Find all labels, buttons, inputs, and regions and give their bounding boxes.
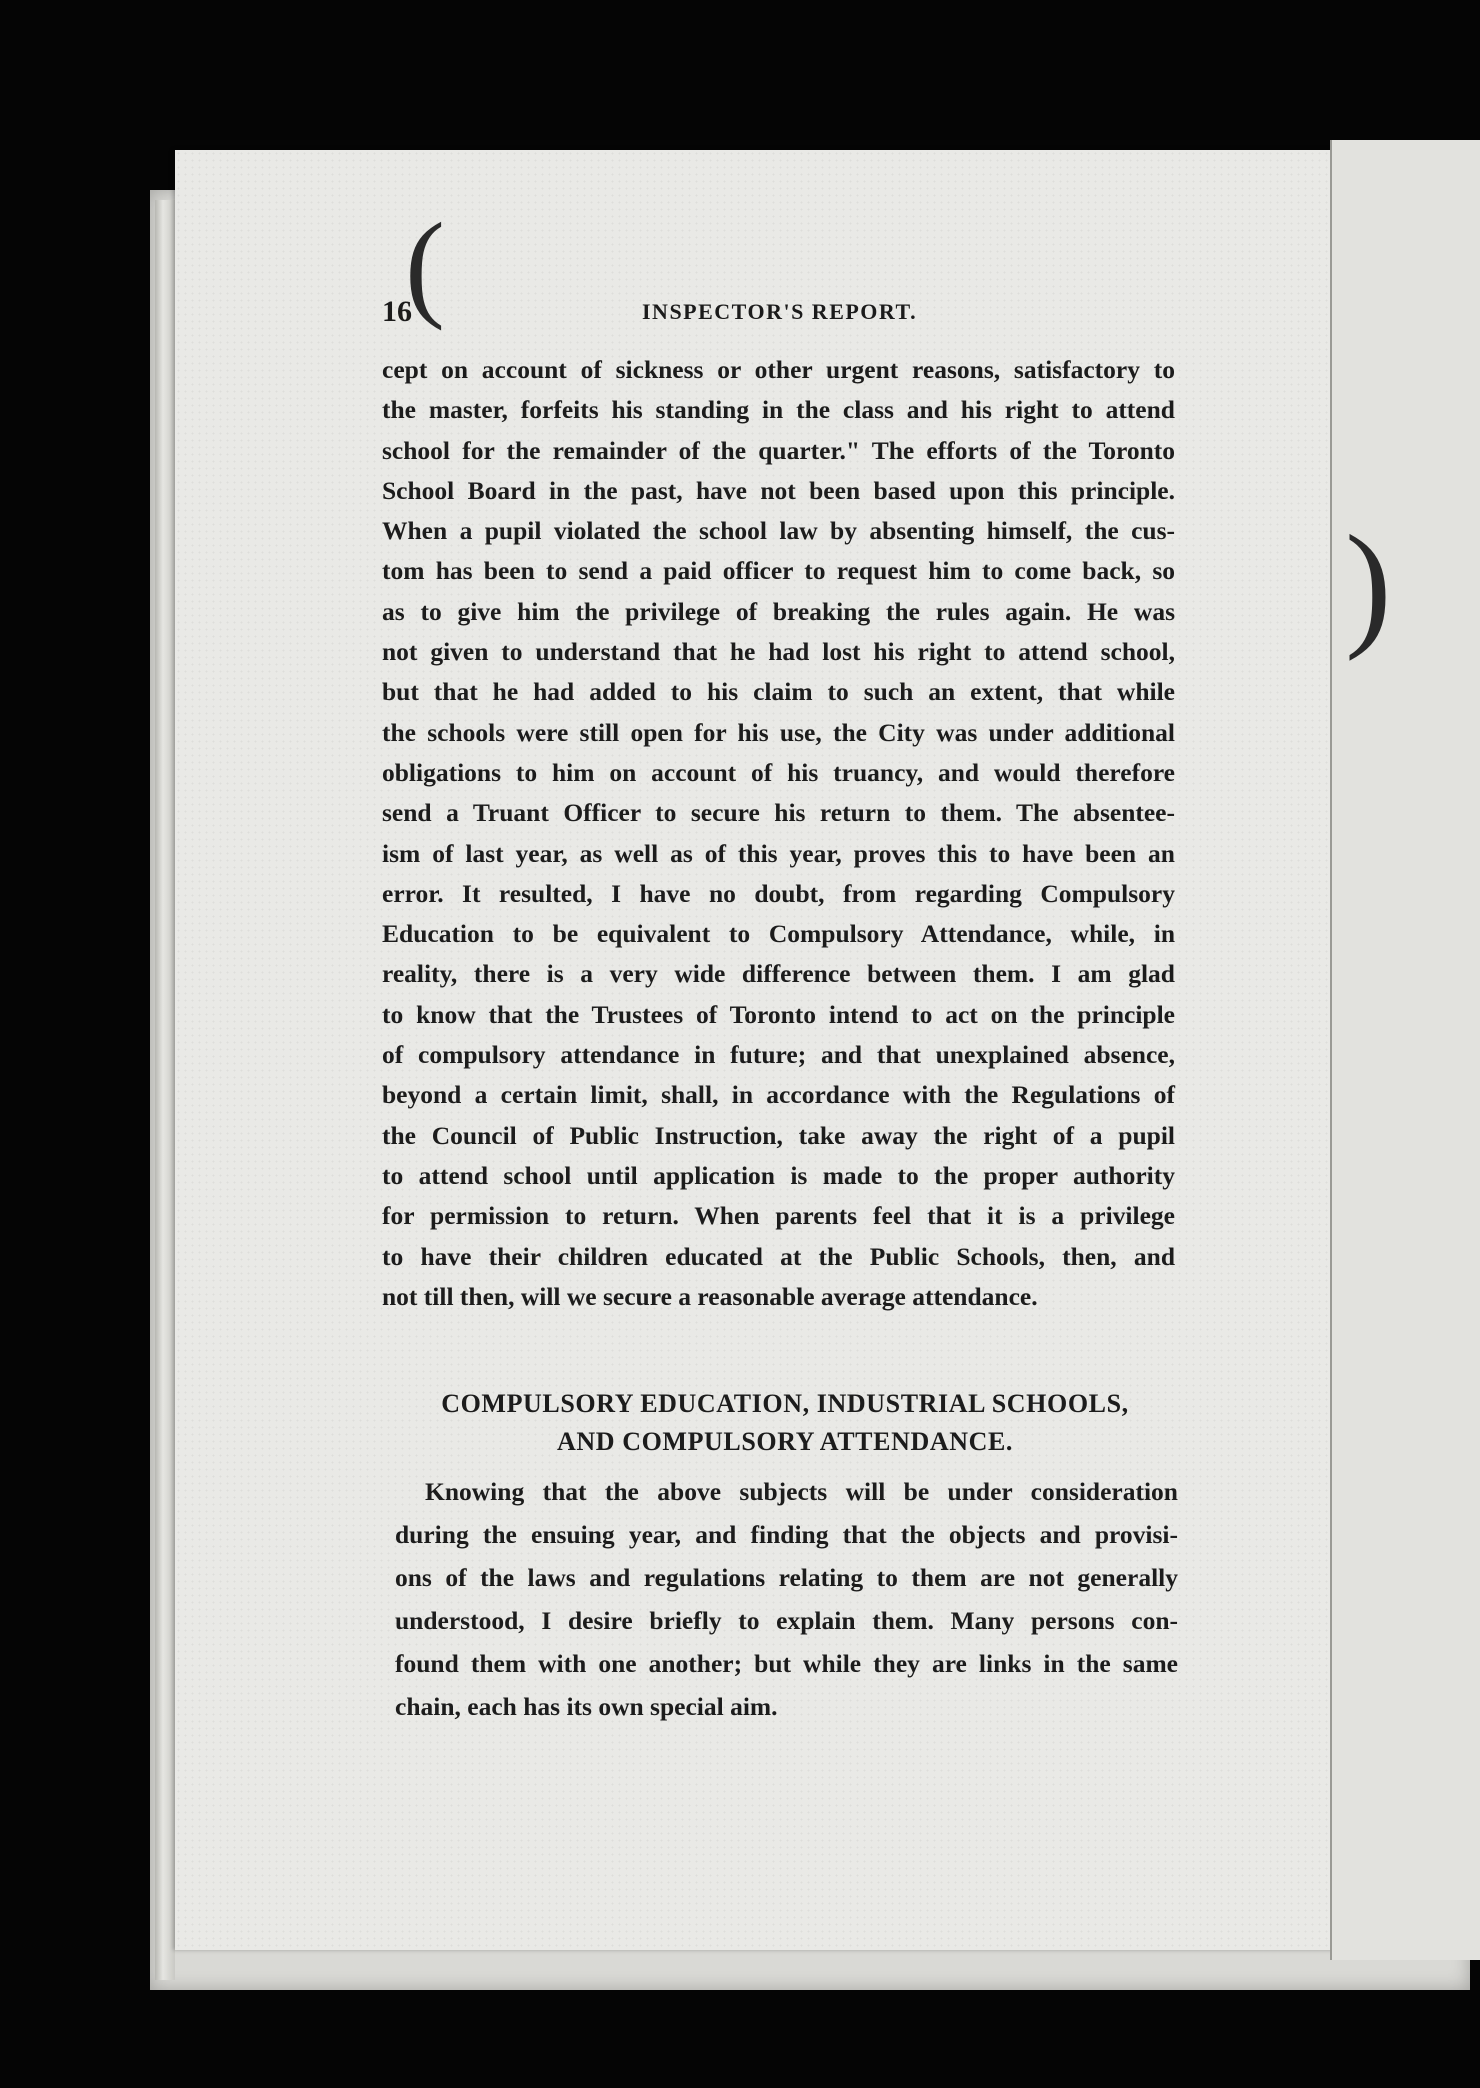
text-line: the Council of Public Instruction, take away the right of a pupil <box>382 1120 1175 1150</box>
paragraph-2 <box>395 1470 1178 1728</box>
text-line: not given to understand that he had lost his right to attend school, <box>382 637 1175 667</box>
text-line: send a Truant Officer to secure his return to them. The absentee- <box>382 798 1175 828</box>
text-line: School Board in the past, have not been based upon this principle. <box>382 475 1175 505</box>
text-line: When a pupil violated the school law by absenting himself, the cus- <box>382 516 1175 546</box>
pencil-mark-right-bracket: ) <box>1345 507 1392 662</box>
page-header <box>382 295 1172 335</box>
text-line: to have their children educated at the Public Schools, then, and <box>382 1241 1175 1271</box>
text-line: ons of the laws and regulations relating to them are not generally <box>395 1563 1178 1592</box>
text-line: during the ensuing year, and finding that the objects and provisi- <box>395 1520 1178 1549</box>
adjacent-page-edge <box>1330 140 1480 1960</box>
text-line: reality, there is a very wide difference between them. I am glad <box>382 959 1175 989</box>
text-line: for permission to return. When parents feel that it is a privilege <box>382 1201 1175 1231</box>
text-line: obligations to him on account of his truancy, and would therefore <box>382 757 1175 787</box>
text-line: Education to be equivalent to Compulsory Attendance, while, in <box>382 919 1175 949</box>
text-line: error. It resulted, I have no doubt, from regarding Compulsory <box>382 878 1175 908</box>
page-edge <box>155 200 175 1980</box>
text-line: not till then, will we secure a reasonable average attendance. <box>382 1281 1038 1311</box>
text-line: the master, forfeits his standing in the class and his right to attend <box>382 395 1175 425</box>
text-line: ism of last year, as well as of this year, proves this to have been an <box>382 838 1175 868</box>
page-number: 16 <box>382 295 412 328</box>
text-line: beyond a certain limit, shall, in accordance with the Regulations of <box>382 1080 1175 1110</box>
text-line: tom has been to send a paid officer to request him to come back, so <box>382 556 1175 586</box>
pencil-mark-left-bracket: ( <box>405 198 445 331</box>
text-line: cept on account of sickness or other urgent reasons, satisfactory to <box>382 355 1175 384</box>
text-line: to know that the Trustees of Toronto intend to act on the principle <box>382 999 1175 1029</box>
text-line: Knowing that the above subjects will be under consideration <box>425 1477 1178 1506</box>
text-line: found them with one another; but while they are links in the same <box>395 1649 1178 1678</box>
paragraph-1 <box>382 350 1175 1317</box>
text-line: understood, I desire briefly to explain them. Many persons con- <box>395 1606 1178 1635</box>
text-line: school for the remainder of the quarter." The efforts of the Toronto <box>382 435 1175 465</box>
section-heading <box>395 1385 1175 1461</box>
section-heading-line-1: COMPULSORY EDUCATION, INDUSTRIAL SCHOOLS, <box>441 1389 1129 1418</box>
text-line: to attend school until application is made to the proper authority <box>382 1160 1175 1190</box>
section-heading-line-2: AND COMPULSORY ATTENDANCE. <box>557 1427 1013 1456</box>
running-head: INSPECTOR'S REPORT. <box>642 299 918 324</box>
text-line: of compulsory attendance in future; and that unexplained absence, <box>382 1040 1175 1070</box>
text-line: chain, each has its own special aim. <box>395 1692 778 1721</box>
text-line: but that he had added to his claim to such an extent, that while <box>382 677 1175 707</box>
text-line: the schools were still open for his use, the City was under additional <box>382 717 1175 747</box>
text-line: as to give him the privilege of breaking the rules again. He was <box>382 596 1175 626</box>
